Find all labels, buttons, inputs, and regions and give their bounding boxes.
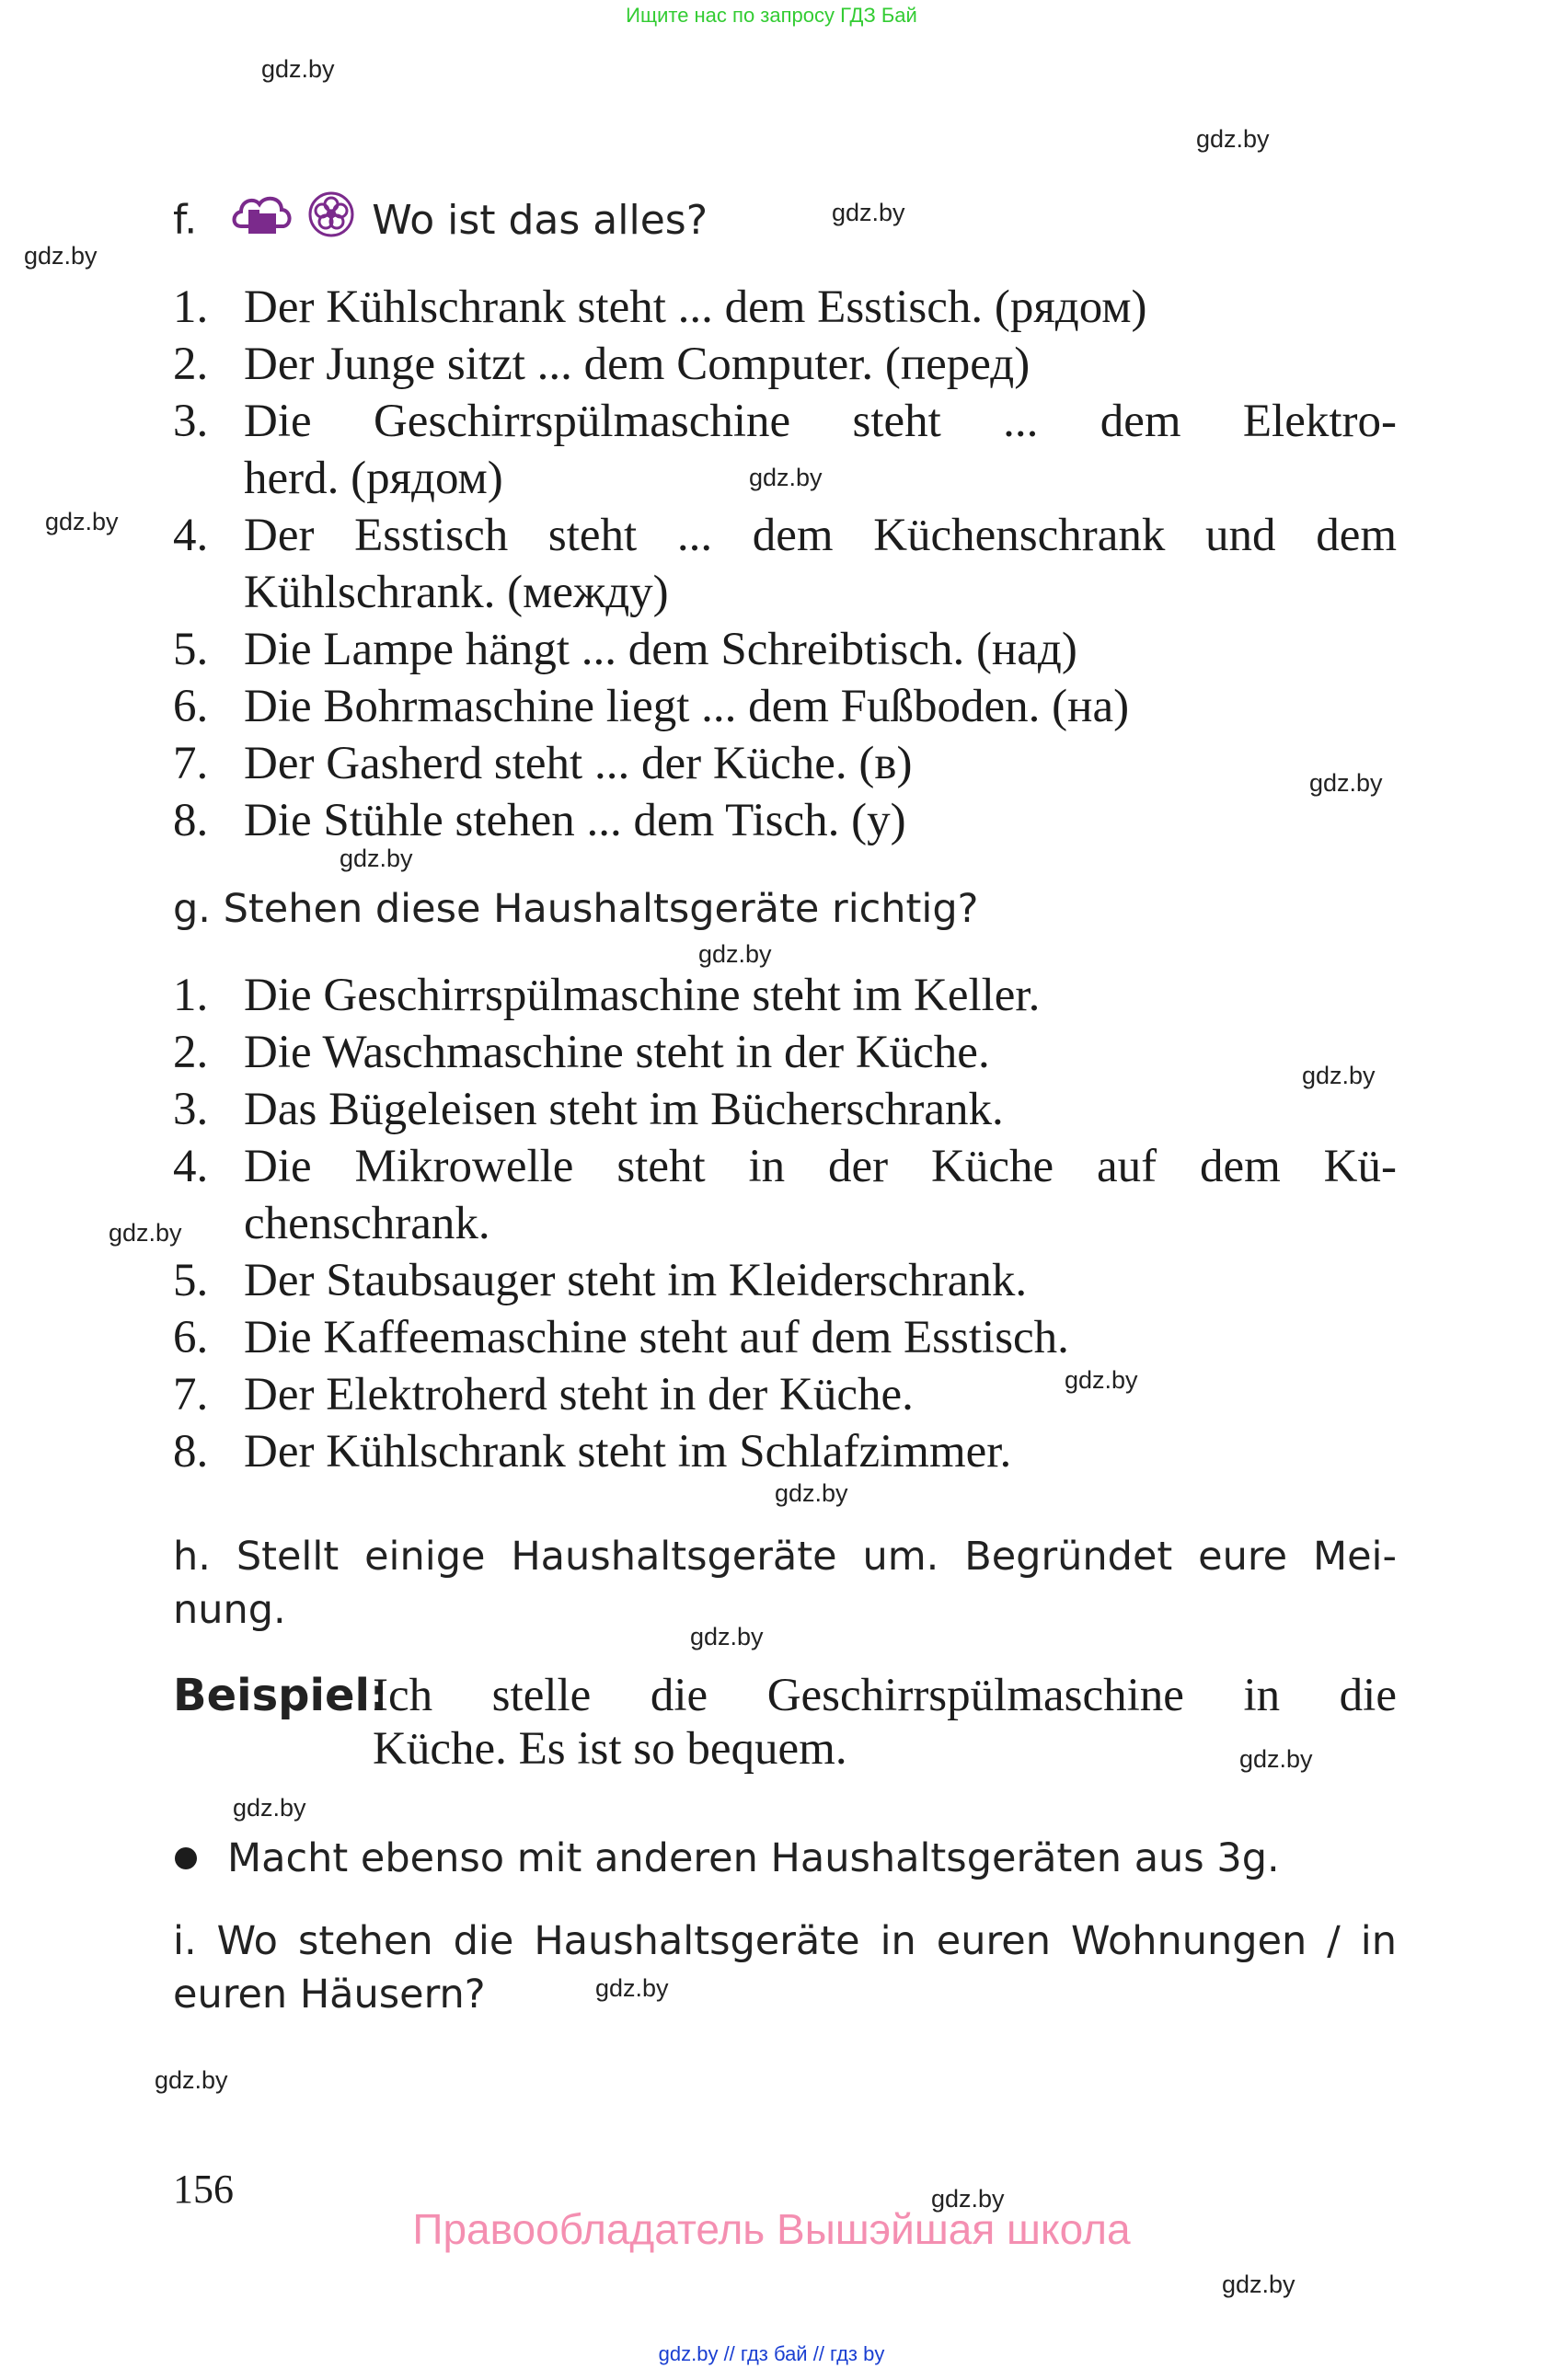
list-item: 5. Die Lampe hängt ... dem Schreibtisch. (над)	[173, 624, 1077, 675]
example-label: Beispiel:	[173, 1670, 388, 1721]
list-item: 6. Die Kaffeemaschine steht auf dem Esstisch.	[173, 1312, 1069, 1363]
watermark: gdz.by	[340, 845, 413, 872]
exercise-h-heading-line2: nung.	[173, 1587, 286, 1633]
watermark: gdz.by	[595, 1974, 669, 2002]
watermark: gdz.by	[109, 1219, 182, 1247]
exercise-h-heading-line1: h. Stellt einige Haushaltsgeräte um. Begründet eure Mei-	[173, 1534, 1397, 1580]
watermark: gdz.by	[749, 464, 823, 491]
example-text-line1: Ich stelle die Geschirrspülmaschine in die	[373, 1670, 1397, 1721]
watermark: gdz.by	[155, 2066, 228, 2094]
list-item: 3. Die Geschirrspülmaschine steht ... dem Elektro-	[173, 396, 1397, 447]
watermark: gdz.by	[832, 199, 905, 226]
bullet-text: Macht ebenso mit anderen Haushaltsgeräten aus 3g.	[227, 1835, 1280, 1881]
list-item: 4. Die Mikrowelle steht in der Küche auf dem Kü-	[173, 1141, 1397, 1192]
flower-icon	[307, 190, 355, 254]
watermark: gdz.by	[1309, 769, 1383, 797]
cloud-folder-icon	[230, 190, 294, 255]
watermark: gdz.by	[775, 1479, 848, 1507]
watermark: gdz.by	[1196, 125, 1270, 153]
watermark: gdz.by	[1065, 1366, 1138, 1394]
watermark: gdz.by	[698, 940, 772, 968]
list-item: 7. Der Gasherd steht ... der Küche. (в)	[173, 738, 913, 789]
list-item: 1. Die Geschirrspülmaschine steht im Keller.	[173, 970, 1041, 1021]
list-item: 4. Der Esstisch steht ... dem Küchenschrank und dem	[173, 510, 1397, 561]
watermark: gdz.by	[931, 2185, 1005, 2213]
list-item: 7. Der Elektroherd steht in der Küche.	[173, 1369, 914, 1420]
bullet-dot	[175, 1847, 197, 1869]
watermark: gdz.by	[1222, 2271, 1295, 2298]
example-text-line2: Küche. Es ist so bequem.	[373, 1723, 847, 1775]
list-item: 5. Der Staubsauger steht im Kleiderschrank.	[173, 1255, 1028, 1306]
watermark: gdz.by	[45, 508, 119, 535]
page-number: 156	[173, 2167, 234, 2212]
exercise-f-title: Wo ist das alles?	[372, 196, 708, 244]
watermark: gdz.by	[1302, 1062, 1376, 1089]
list-item: 6. Die Bohrmaschine liegt ... dem Fußboden. (на)	[173, 681, 1130, 732]
watermark: gdz.by	[233, 1794, 306, 1822]
exercise-f-heading	[173, 190, 708, 247]
list-item: 1. Der Kühlschrank steht ... dem Esstisch. (рядом)	[173, 282, 1147, 333]
watermark: gdz.by	[261, 55, 335, 83]
watermark: gdz.by	[24, 242, 98, 270]
exercise-f-letter: f.	[173, 196, 198, 244]
exercise-i-heading-line1: i. Wo stehen die Haushaltsgeräte in euren Wohnungen / in	[173, 1918, 1397, 1964]
list-item: 2. Der Junge sitzt ... dem Computer. (перед)	[173, 339, 1031, 390]
list-item-continuation: chenschrank.	[244, 1198, 490, 1249]
list-item: 8. Der Kühlschrank steht im Schlafzimmer.	[173, 1426, 1012, 1477]
watermark: gdz.by	[690, 1623, 764, 1650]
list-item: 8. Die Stühle stehen ... dem Tisch. (у)	[173, 795, 906, 846]
exercise-g-heading: g. Stehen diese Haushaltsgeräte richtig?	[173, 886, 979, 932]
list-item-continuation: Kühlschrank. (между)	[244, 567, 669, 618]
watermark: gdz.by	[1239, 1745, 1313, 1773]
list-item-continuation: herd. (рядом)	[244, 453, 503, 504]
exercise-i-heading-line2: euren Häusern?	[173, 1972, 486, 2018]
top-banner: Ищите нас по запросу ГДЗ Бай	[626, 4, 917, 27]
rights-holder: Правообладатель Вышэйшая школа	[412, 2205, 1131, 2253]
list-item: 2. Die Waschmaschine steht in der Küche.	[173, 1027, 990, 1078]
list-item: 3. Das Bügeleisen steht im Bücherschrank.	[173, 1084, 1004, 1135]
footer-links[interactable]: gdz.by // гдз бай // гдз by	[658, 2342, 885, 2365]
